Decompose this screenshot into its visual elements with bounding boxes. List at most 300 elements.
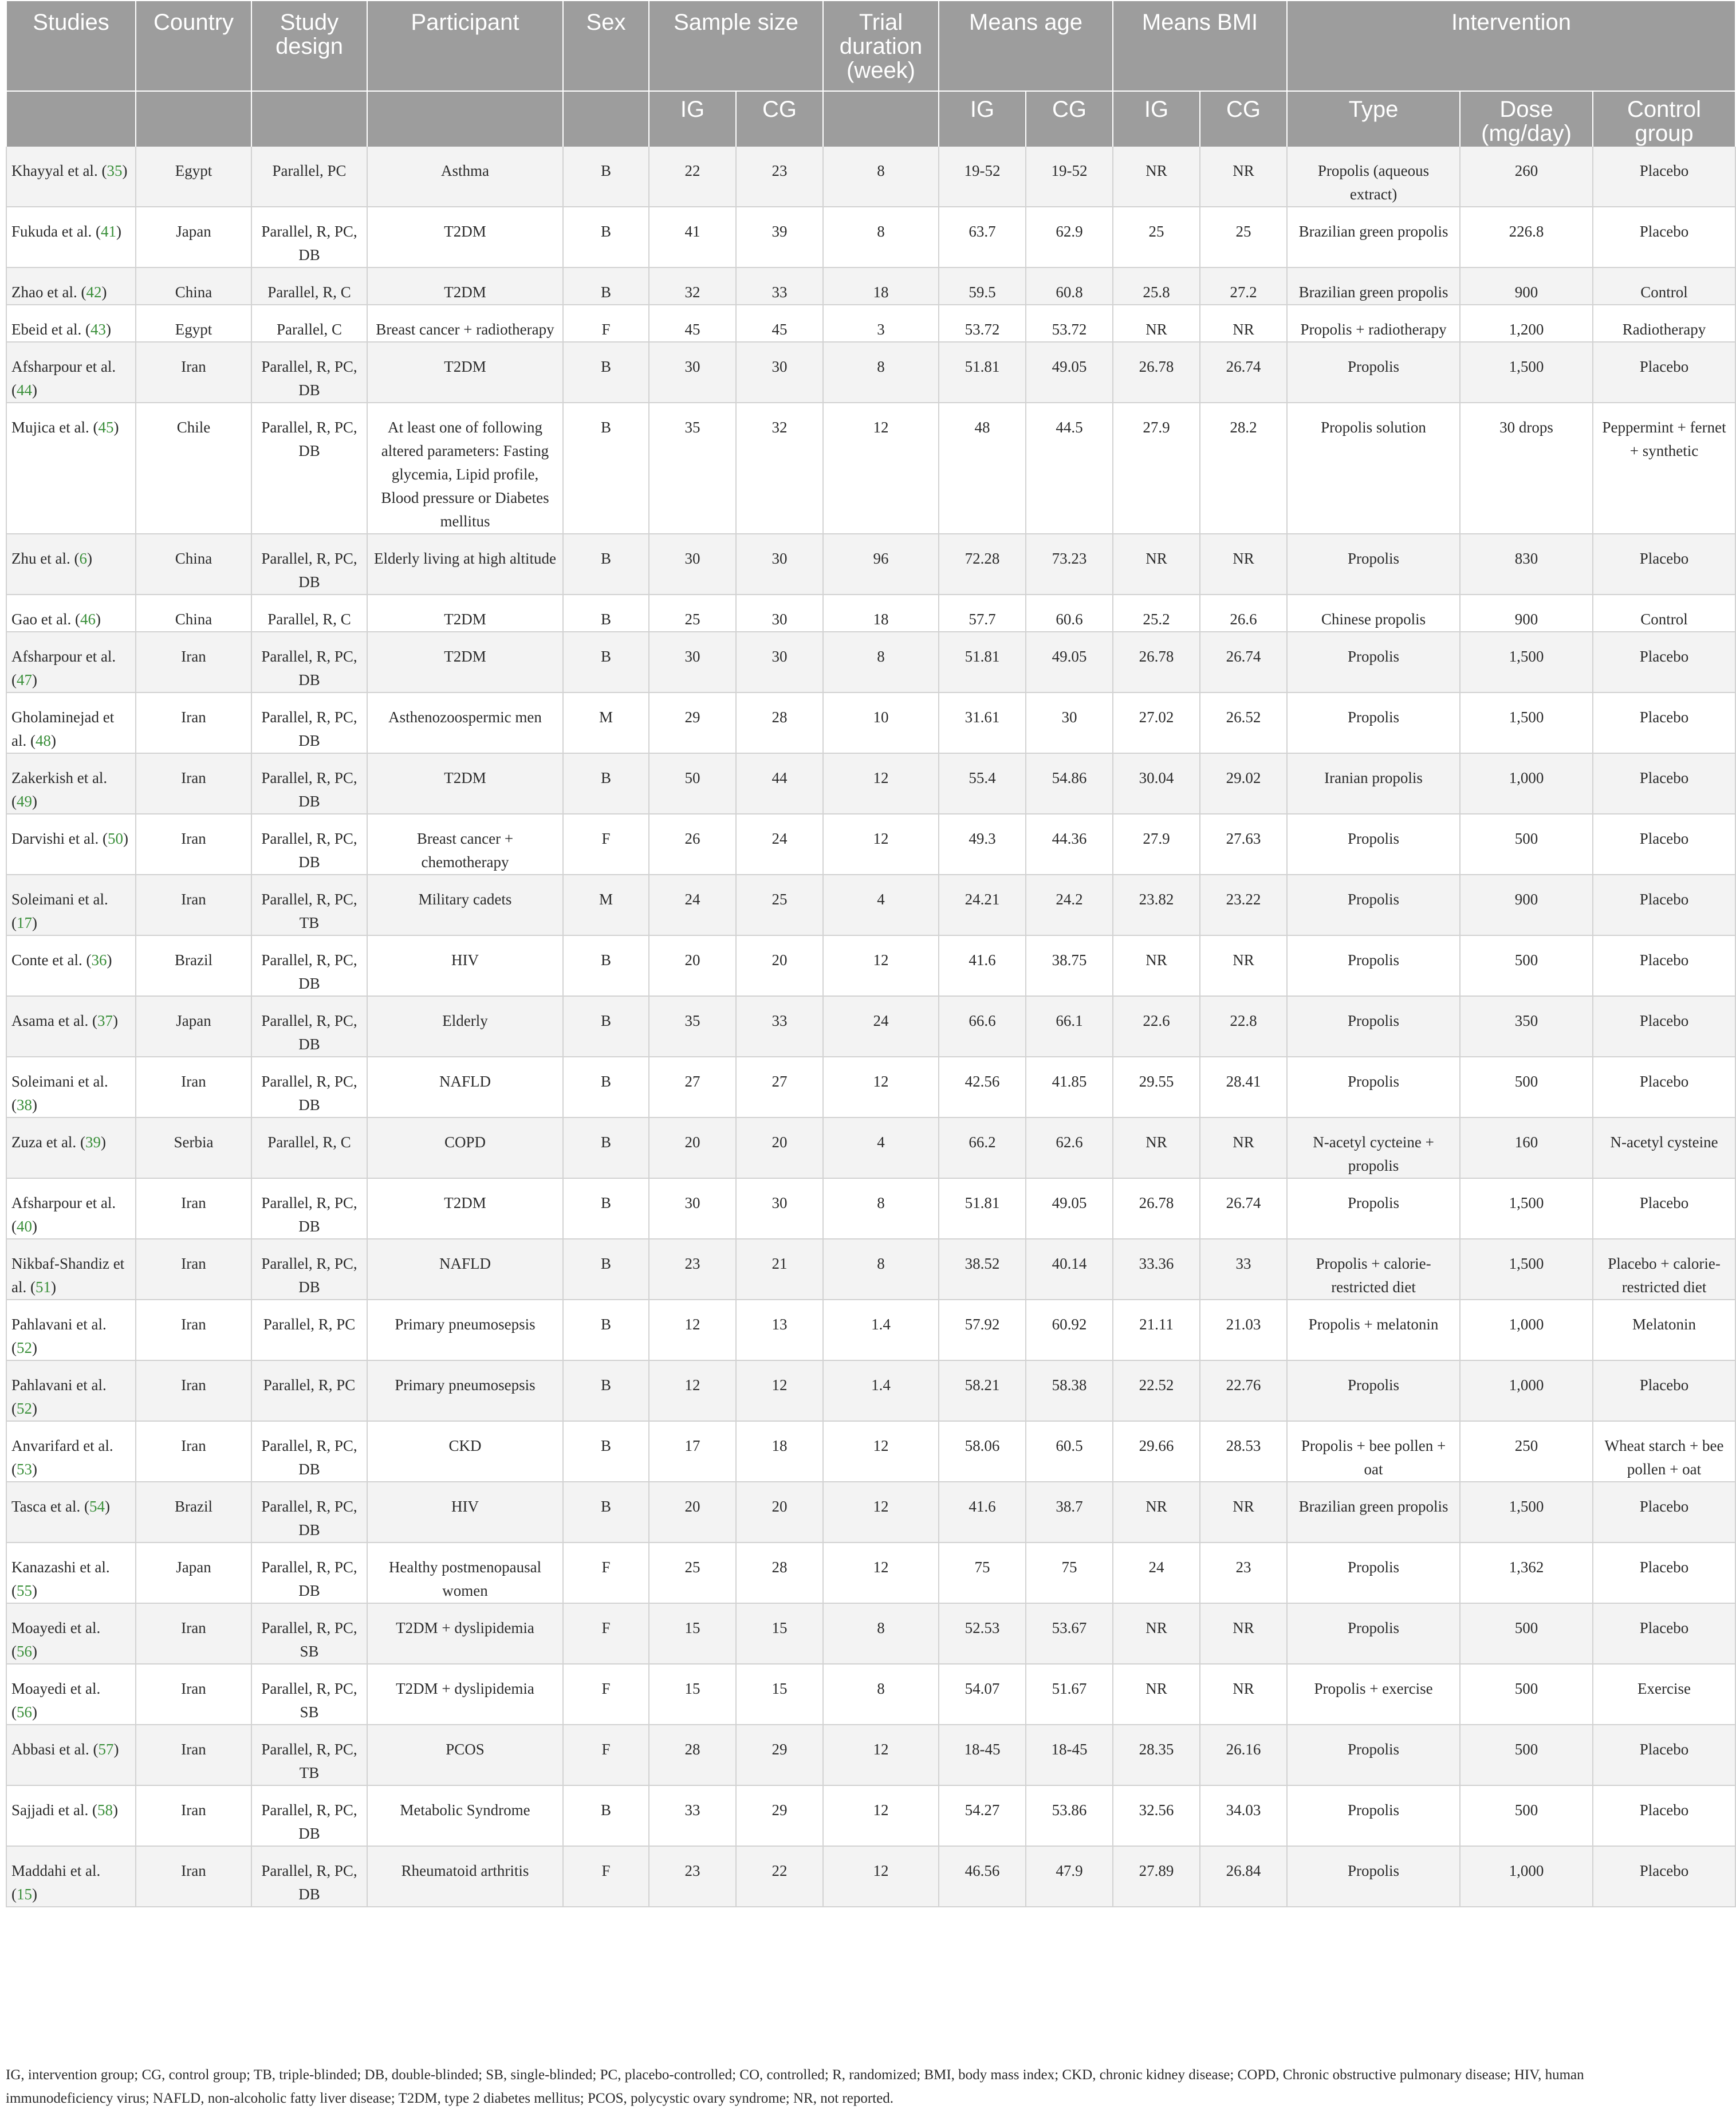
cell-duration: 96 [823, 534, 939, 595]
cell-sex: B [563, 935, 649, 996]
cell-age-cg: 60.8 [1026, 267, 1113, 305]
table-row [6, 1421, 1735, 1482]
cell-country: Iran [136, 632, 251, 692]
cell-sample-ig: 23 [649, 1239, 736, 1300]
cell-duration: 1.4 [823, 1360, 939, 1421]
cell-age-cg: 53.72 [1026, 305, 1113, 342]
cell-bmi-cg: 28.41 [1200, 1057, 1287, 1117]
cell-country: Iran [136, 1239, 251, 1300]
reference-link[interactable]: 45 [98, 419, 114, 436]
cell-study-design: Parallel, R, PC, DB [251, 814, 367, 875]
cell-study-design: Parallel, R, C [251, 595, 367, 632]
cell-age-ig: 59.5 [939, 267, 1026, 305]
cell-sex: B [563, 267, 649, 305]
cell-age-ig: 55.4 [939, 753, 1026, 814]
sub-empty [563, 91, 649, 147]
cell-age-cg: 44.5 [1026, 403, 1113, 534]
cell-participant: PCOS [367, 1725, 563, 1785]
cell-bmi-cg: 26.6 [1200, 595, 1287, 632]
cell-participant: Primary pneumosepsis [367, 1300, 563, 1360]
table-row [6, 814, 1735, 875]
cell-intervention-type: Propolis [1287, 1178, 1460, 1239]
cell-bmi-cg: 27.63 [1200, 814, 1287, 875]
cell-country: Iran [136, 814, 251, 875]
cell-age-ig: 72.28 [939, 534, 1026, 595]
col-sex: Sex [563, 1, 649, 91]
cell-study: Ebeid et al. (43) [6, 305, 136, 342]
cell-study: Abbasi et al. (57) [6, 1725, 136, 1785]
col-studies: Studies [6, 1, 136, 91]
reference-link[interactable]: 17 [17, 914, 32, 931]
cell-bmi-ig: NR [1113, 534, 1200, 595]
cell-bmi-ig: NR [1113, 305, 1200, 342]
table-row [6, 342, 1735, 403]
cell-country: Egypt [136, 147, 251, 207]
cell-intervention-type: Propolis [1287, 692, 1460, 753]
sub-bmi-cg: CG [1200, 91, 1287, 147]
table-row [6, 305, 1735, 342]
cell-study-design: Parallel, R, PC, DB [251, 207, 367, 267]
cell-bmi-cg: 33 [1200, 1239, 1287, 1300]
col-country: Country [136, 1, 251, 91]
cell-sample-ig: 12 [649, 1360, 736, 1421]
cell-duration: 12 [823, 1421, 939, 1482]
cell-country: Japan [136, 1543, 251, 1603]
cell-study-design: Parallel, R, PC, DB [251, 1543, 367, 1603]
cell-intervention-type: Iranian propolis [1287, 753, 1460, 814]
cell-age-ig: 31.61 [939, 692, 1026, 753]
cell-age-cg: 49.05 [1026, 632, 1113, 692]
cell-control-group: Melatonin [1593, 1300, 1735, 1360]
cell-control-group: Placebo + calorie-restricted diet [1593, 1239, 1735, 1300]
cell-age-ig: 51.81 [939, 632, 1026, 692]
cell-sex: B [563, 996, 649, 1057]
cell-study-design: Parallel, R, PC, DB [251, 632, 367, 692]
cell-dose: 500 [1460, 814, 1593, 875]
reference-link[interactable]: 39 [85, 1134, 101, 1151]
cell-participant: Rheumatoid arthritis [367, 1846, 563, 1907]
cell-sample-cg: 27 [736, 1057, 823, 1117]
cell-study: Maddahi et al. (15) [6, 1846, 136, 1907]
cell-control-group: Control [1593, 595, 1735, 632]
cell-duration: 8 [823, 1664, 939, 1725]
cell-bmi-cg: 26.74 [1200, 632, 1287, 692]
reference-link[interactable]: 52 [17, 1339, 32, 1356]
cell-participant: T2DM [367, 207, 563, 267]
cell-bmi-ig: 25.8 [1113, 267, 1200, 305]
reference-link[interactable]: 52 [17, 1400, 32, 1417]
cell-sample-cg: 20 [736, 1482, 823, 1543]
cell-age-cg: 66.1 [1026, 996, 1113, 1057]
cell-duration: 3 [823, 305, 939, 342]
cell-sex: M [563, 692, 649, 753]
cell-intervention-type: Propolis [1287, 1725, 1460, 1785]
cell-participant: T2DM [367, 1178, 563, 1239]
cell-intervention-type: Propolis [1287, 814, 1460, 875]
cell-sample-cg: 44 [736, 753, 823, 814]
cell-study: Afsharpour et al. (44) [6, 342, 136, 403]
cell-study-design: Parallel, R, PC, SB [251, 1664, 367, 1725]
cell-country: Iran [136, 1846, 251, 1907]
reference-link[interactable]: 35 [107, 162, 123, 179]
cell-bmi-ig: 27.9 [1113, 814, 1200, 875]
cell-study: Tasca et al. (54) [6, 1482, 136, 1543]
cell-country: China [136, 267, 251, 305]
cell-bmi-cg: 34.03 [1200, 1785, 1287, 1846]
cell-control-group: Placebo [1593, 875, 1735, 935]
cell-sample-ig: 15 [649, 1664, 736, 1725]
cell-control-group: Peppermint + fernet + synthetic [1593, 403, 1735, 534]
cell-sample-cg: 18 [736, 1421, 823, 1482]
cell-bmi-ig: NR [1113, 935, 1200, 996]
cell-age-cg: 60.6 [1026, 595, 1113, 632]
subheader-row [6, 91, 1735, 147]
cell-age-ig: 51.81 [939, 342, 1026, 403]
cell-dose: 250 [1460, 1421, 1593, 1482]
cell-study: Soleimani et al. (38) [6, 1057, 136, 1117]
cell-duration: 12 [823, 1785, 939, 1846]
cell-study-design: Parallel, R, PC, TB [251, 1725, 367, 1785]
cell-bmi-cg: 27.2 [1200, 267, 1287, 305]
cell-bmi-cg: NR [1200, 534, 1287, 595]
cell-age-ig: 41.6 [939, 935, 1026, 996]
cell-dose: 1,500 [1460, 1178, 1593, 1239]
table-row [6, 1300, 1735, 1360]
cell-control-group: Placebo [1593, 1482, 1735, 1543]
cell-study: Anvarifard et al. (53) [6, 1421, 136, 1482]
cell-sample-cg: 39 [736, 207, 823, 267]
study-author: Moayedi et al. [11, 1619, 101, 1636]
study-author: Zhu et al. [11, 550, 70, 567]
cell-bmi-ig: 25.2 [1113, 595, 1200, 632]
cell-age-ig: 24.21 [939, 875, 1026, 935]
cell-bmi-cg: 28.53 [1200, 1421, 1287, 1482]
cell-sample-cg: 29 [736, 1725, 823, 1785]
cell-intervention-type: Propolis + radiotherapy [1287, 305, 1460, 342]
reference-link[interactable]: 44 [17, 381, 32, 399]
reference-link[interactable]: 6 [79, 550, 87, 567]
cell-study: Moayedi et al. (56) [6, 1664, 136, 1725]
sub-empty [823, 91, 939, 147]
cell-sample-ig: 27 [649, 1057, 736, 1117]
cell-bmi-cg: NR [1200, 1664, 1287, 1725]
study-author: Soleimani et al. [11, 1073, 108, 1090]
table-row [6, 753, 1735, 814]
reference-link[interactable]: 56 [17, 1703, 32, 1721]
cell-bmi-cg: 22.76 [1200, 1360, 1287, 1421]
cell-sample-ig: 35 [649, 996, 736, 1057]
cell-age-cg: 51.67 [1026, 1664, 1113, 1725]
cell-intervention-type: Propolis [1287, 1603, 1460, 1664]
cell-duration: 12 [823, 1482, 939, 1543]
cell-participant: T2DM [367, 632, 563, 692]
cell-study-design: Parallel, R, PC [251, 1300, 367, 1360]
cell-duration: 8 [823, 147, 939, 207]
col-participant: Participant [367, 1, 563, 91]
cell-age-ig: 48 [939, 403, 1026, 534]
cell-bmi-cg: 28.2 [1200, 403, 1287, 534]
cell-study: Mujica et al. (45) [6, 403, 136, 534]
cell-country: Egypt [136, 305, 251, 342]
cell-country: Japan [136, 207, 251, 267]
cell-sex: B [563, 632, 649, 692]
cell-study: Sajjadi et al. (58) [6, 1785, 136, 1846]
cell-study-design: Parallel, R, PC, DB [251, 1482, 367, 1543]
table-footnote: IG, intervention group; CG, control group; TB, triple-blinded; DB, double-blinded; SB, single-blinded; PC, placebo-controlled; CO, controlled; R, randomized; BMI, body mass index; CKD, chronic kidney disease; COPD, Chronic obstructive pulmonary disease; HIV, human immunodeficiency virus; NAFLD, non-alcoholic fatty liver disease; T2DM, type 2 diabetes mellitus; PCOS, polycystic ovary syndrome; NR, not reported. [6, 2067, 1584, 2106]
cell-dose: 260 [1460, 147, 1593, 207]
cell-sample-ig: 30 [649, 1178, 736, 1239]
cell-control-group: N-acetyl cysteine [1593, 1117, 1735, 1178]
table-row [6, 207, 1735, 267]
cell-country: Iran [136, 1178, 251, 1239]
table-row [6, 935, 1735, 996]
cell-study-design: Parallel, R, PC, DB [251, 753, 367, 814]
cell-bmi-cg: NR [1200, 305, 1287, 342]
cell-control-group: Placebo [1593, 753, 1735, 814]
reference-link[interactable]: 37 [97, 1012, 113, 1029]
cell-bmi-ig: 32.56 [1113, 1785, 1200, 1846]
reference-link[interactable]: 41 [100, 223, 116, 240]
cell-age-ig: 57.92 [939, 1300, 1026, 1360]
reference-link[interactable]: 43 [90, 321, 106, 338]
cell-sex: B [563, 1300, 649, 1360]
cell-dose: 226.8 [1460, 207, 1593, 267]
sub-bmi-ig: IG [1113, 91, 1200, 147]
cell-duration: 18 [823, 267, 939, 305]
cell-dose: 1,000 [1460, 753, 1593, 814]
study-author: Kanazashi et al. [11, 1559, 110, 1576]
cell-age-cg: 62.6 [1026, 1117, 1113, 1178]
col-study-design: Study design [251, 1, 367, 91]
cell-age-cg: 38.7 [1026, 1482, 1113, 1543]
cell-age-cg: 73.23 [1026, 534, 1113, 595]
reference-link[interactable]: 50 [107, 830, 123, 847]
sub-type: Type [1287, 91, 1460, 147]
reference-link[interactable]: 58 [97, 1801, 113, 1819]
cell-age-cg: 24.2 [1026, 875, 1113, 935]
cell-dose: 900 [1460, 595, 1593, 632]
cell-participant: HIV [367, 1482, 563, 1543]
cell-age-cg: 19-52 [1026, 147, 1113, 207]
sub-sample-ig: IG [649, 91, 736, 147]
cell-participant: HIV [367, 935, 563, 996]
cell-sample-cg: 30 [736, 1178, 823, 1239]
reference-link[interactable]: 38 [17, 1096, 32, 1113]
cell-duration: 12 [823, 814, 939, 875]
cell-age-ig: 19-52 [939, 147, 1026, 207]
cell-age-cg: 38.75 [1026, 935, 1113, 996]
cell-sample-cg: 25 [736, 875, 823, 935]
table-row [6, 1543, 1735, 1603]
study-author: Zuza et al. [11, 1134, 77, 1151]
cell-age-ig: 42.56 [939, 1057, 1026, 1117]
cell-control-group: Placebo [1593, 1360, 1735, 1421]
cell-age-ig: 54.07 [939, 1664, 1026, 1725]
study-author: Pahlavani et al. [11, 1316, 107, 1333]
cell-country: Iran [136, 1300, 251, 1360]
study-author: Zakerkish et al. [11, 769, 108, 786]
reference-link[interactable]: 53 [17, 1461, 32, 1478]
reference-link[interactable]: 15 [17, 1886, 32, 1903]
cell-dose: 830 [1460, 534, 1593, 595]
cell-age-ig: 66.6 [939, 996, 1026, 1057]
cell-bmi-ig: 30.04 [1113, 753, 1200, 814]
study-author: Asama et al. [11, 1012, 89, 1029]
cell-sample-cg: 45 [736, 305, 823, 342]
cell-sample-cg: 32 [736, 403, 823, 534]
reference-link[interactable]: 49 [17, 793, 32, 810]
cell-bmi-ig: NR [1113, 1117, 1200, 1178]
cell-bmi-cg: 29.02 [1200, 753, 1287, 814]
reference-link[interactable]: 42 [86, 284, 102, 301]
cell-study: Moayedi et al. (56) [6, 1603, 136, 1664]
cell-study-design: Parallel, R, PC, DB [251, 996, 367, 1057]
cell-participant: At least one of following altered parameters: Fasting glycemia, Lipid profile, Blood pressure or Diabetes mellitus [367, 403, 563, 534]
cell-intervention-type: Propolis [1287, 1360, 1460, 1421]
cell-sample-cg: 28 [736, 1543, 823, 1603]
cell-study-design: Parallel, R, PC, DB [251, 1057, 367, 1117]
table-row [6, 632, 1735, 692]
cell-age-ig: 58.06 [939, 1421, 1026, 1482]
cell-intervention-type: Propolis [1287, 1543, 1460, 1603]
cell-sample-ig: 20 [649, 1482, 736, 1543]
cell-control-group: Radiotherapy [1593, 305, 1735, 342]
reference-link[interactable]: 54 [89, 1498, 105, 1515]
reference-link[interactable]: 57 [98, 1741, 114, 1758]
cell-age-ig: 63.7 [939, 207, 1026, 267]
cell-bmi-cg: 26.74 [1200, 1178, 1287, 1239]
reference-link[interactable]: 40 [17, 1218, 32, 1235]
cell-country: China [136, 534, 251, 595]
cell-participant: Asthenozoospermic men [367, 692, 563, 753]
study-author: Gholaminejad et al. [11, 709, 115, 749]
cell-sex: B [563, 342, 649, 403]
cell-study-design: Parallel, R, C [251, 1117, 367, 1178]
cell-country: Serbia [136, 1117, 251, 1178]
study-author: Darvishi et al. [11, 830, 99, 847]
cell-intervention-type: Propolis + calorie-restricted diet [1287, 1239, 1460, 1300]
header-row [6, 1, 1735, 91]
cell-bmi-cg: 26.74 [1200, 342, 1287, 403]
cell-sample-ig: 29 [649, 692, 736, 753]
cell-age-ig: 41.6 [939, 1482, 1026, 1543]
study-author: Gao et al. [11, 611, 72, 628]
sub-age-ig: IG [939, 91, 1026, 147]
cell-bmi-cg: 25 [1200, 207, 1287, 267]
cell-bmi-ig: 22.52 [1113, 1360, 1200, 1421]
cell-sample-ig: 32 [649, 267, 736, 305]
reference-link[interactable]: 47 [17, 671, 32, 688]
cell-sex: B [563, 1482, 649, 1543]
cell-duration: 12 [823, 1543, 939, 1603]
cell-dose: 900 [1460, 875, 1593, 935]
cell-country: Iran [136, 1664, 251, 1725]
cell-bmi-ig: 27.9 [1113, 403, 1200, 534]
table-row [6, 692, 1735, 753]
cell-intervention-type: Propolis (aqueous extract) [1287, 147, 1460, 207]
table-row [6, 1603, 1735, 1664]
cell-sex: F [563, 1603, 649, 1664]
reference-link[interactable]: 46 [80, 611, 96, 628]
reference-link[interactable]: 56 [17, 1643, 32, 1660]
cell-participant: T2DM + dyslipidemia [367, 1664, 563, 1725]
cell-control-group: Placebo [1593, 692, 1735, 753]
cell-control-group: Control [1593, 267, 1735, 305]
cell-bmi-cg: 26.52 [1200, 692, 1287, 753]
cell-study: Kanazashi et al. (55) [6, 1543, 136, 1603]
reference-link[interactable]: 48 [36, 732, 51, 749]
cell-sample-cg: 30 [736, 534, 823, 595]
cell-age-ig: 18-45 [939, 1725, 1026, 1785]
cell-dose: 900 [1460, 267, 1593, 305]
cell-sample-ig: 25 [649, 595, 736, 632]
cell-control-group: Placebo [1593, 1785, 1735, 1846]
cell-participant: Elderly living at high altitude [367, 534, 563, 595]
cell-sex: F [563, 305, 649, 342]
table-row [6, 267, 1735, 305]
cell-age-cg: 49.05 [1026, 1178, 1113, 1239]
reference-link[interactable]: 51 [36, 1278, 51, 1296]
cell-duration: 8 [823, 1603, 939, 1664]
table-row [6, 1785, 1735, 1846]
reference-link[interactable]: 55 [17, 1582, 32, 1599]
study-author: Ebeid et al. [11, 321, 82, 338]
cell-control-group: Placebo [1593, 207, 1735, 267]
study-author: Afsharpour et al. [11, 648, 116, 665]
cell-intervention-type: Propolis + exercise [1287, 1664, 1460, 1725]
cell-sample-ig: 20 [649, 1117, 736, 1178]
reference-link[interactable]: 36 [91, 951, 107, 969]
cell-duration: 12 [823, 403, 939, 534]
cell-duration: 8 [823, 207, 939, 267]
table-row [6, 1239, 1735, 1300]
cell-study: Zuza et al. (39) [6, 1117, 136, 1178]
cell-control-group: Placebo [1593, 1603, 1735, 1664]
cell-participant: CKD [367, 1421, 563, 1482]
cell-intervention-type: Brazilian green propolis [1287, 267, 1460, 305]
cell-sex: B [563, 1421, 649, 1482]
cell-age-cg: 58.38 [1026, 1360, 1113, 1421]
cell-bmi-cg: NR [1200, 1117, 1287, 1178]
cell-sample-ig: 23 [649, 1846, 736, 1907]
cell-bmi-cg: 26.16 [1200, 1725, 1287, 1785]
sub-empty [6, 91, 136, 147]
table-row [6, 1482, 1735, 1543]
cell-participant: COPD [367, 1117, 563, 1178]
cell-control-group: Placebo [1593, 1543, 1735, 1603]
cell-bmi-ig: 26.78 [1113, 1178, 1200, 1239]
cell-country: Iran [136, 1725, 251, 1785]
table-row [6, 1725, 1735, 1785]
cell-age-cg: 40.14 [1026, 1239, 1113, 1300]
cell-participant: T2DM + dyslipidemia [367, 1603, 563, 1664]
study-author: Nikbaf-Shandiz et al. [11, 1255, 125, 1296]
cell-study-design: Parallel, R, PC, DB [251, 1421, 367, 1482]
cell-study: Gholaminejad et al. (48) [6, 692, 136, 753]
cell-study-design: Parallel, R, PC, DB [251, 534, 367, 595]
cell-intervention-type: Propolis [1287, 996, 1460, 1057]
cell-sample-cg: 24 [736, 814, 823, 875]
cell-country: Brazil [136, 935, 251, 996]
cell-study-design: Parallel, PC [251, 147, 367, 207]
cell-sex: B [563, 1785, 649, 1846]
cell-study: Afsharpour et al. (40) [6, 1178, 136, 1239]
cell-dose: 500 [1460, 935, 1593, 996]
sub-age-cg: CG [1026, 91, 1113, 147]
cell-participant: Elderly [367, 996, 563, 1057]
cell-age-cg: 30 [1026, 692, 1113, 753]
cell-intervention-type: N-acetyl cycteine + propolis [1287, 1117, 1460, 1178]
